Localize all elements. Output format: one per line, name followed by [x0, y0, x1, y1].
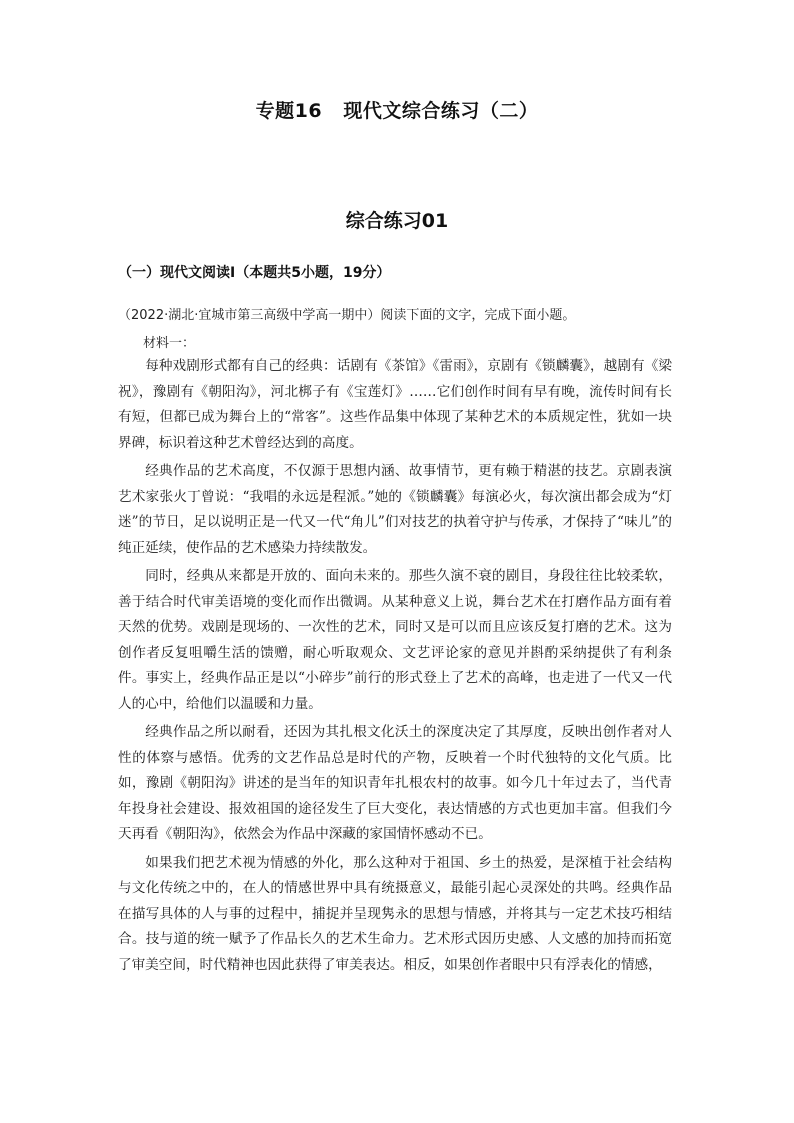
- article-body: [118, 354, 672, 981]
- exercise-subtitle: 综合练习01: [345, 210, 449, 232]
- paragraph: 经典作品之所以耐看，还因为其扎根文化沃土的深度决定了其厚度，反映出创作者对人性的体察与感悟。优秀的文艺作品总是时代的产物，反映着一个时代独特的文化气质。比如，豫剧《朝阳沟》讲述的是当年的知识青年扎根农村的故事。如今几十年过去了，当代青年投身社会建设、报效祖国的途径发生了巨大变化，表达情感的方式也更加丰富。但我们今天再看《朝阳沟》，依然会为作品中深藏的家国情怀感动不已。: [118, 724, 672, 842]
- paragraph: 经典作品的艺术高度，不仅源于思想内涵、故事情节，更有赖于精湛的技艺。京剧表演艺术家张火丁曾说：“我唱的永远是程派。”她的《锁麟囊》每演必火，每次演出都会成为“灯迷”的节日，足以说明正是一代又一代“角儿”们对技艺的执着守护与传承，才保持了“味儿”的纯正延续，使作品的艺术感染力持续散发。: [118, 463, 672, 556]
- paragraph: 如果我们把艺术视为情感的外化，那么这种对于祖国、乡土的热爱，是深植于社会结构与文化传统之中的，在人的情感世界中具有统摄意义，最能引起心灵深处的共鸣。经典作品在描写具体的人与事的过程中，捕捉并呈现隽永的思想与情感，并将其与一定艺术技巧相结合。技与道的统一赋予了作品长久的艺术生命力。艺术形式因历史感、人文感的加持而拓宽了审美空间，时代精神也因此获得了审美表达。相反，如果创作者眼中只有浮表化的情感，: [118, 854, 672, 973]
- paragraph: 同时，经典从来都是开放的、面向未来的。那些久演不衰的剧目，身段往往比较柔软，善于结合时代审美语境的变化而作出微调。从某种意义上说，舞台艺术在打磨作品方面有着天然的优势。戏剧是现场的、一次性的艺术，同时又是可以而且应该反复打磨的艺术。这为创作者反复咀嚼生活的馈赠，耐心听取观众、文艺评论家的意见并斟酌采纳提供了有利条件。事实上，经典作品正是以“小碎步”前行的形式登上了艺术的高峰，也走进了一代又一代人的心中，给他们以温暖和力量。: [118, 568, 672, 712]
- document-title: 专题16 现代文综合练习（二）: [255, 100, 539, 122]
- section-heading: （一）现代文阅读Ⅰ（本题共5小题，19分）: [118, 265, 391, 281]
- source-line: （2022·湖北·宜城市第三高级中学高一期中）阅读下面的文字，完成下面小题。: [118, 308, 576, 323]
- paragraph: 每种戏剧形式都有自己的经典：话剧有《茶馆》《雷雨》，京剧有《锁麟囊》，越剧有《梁祝》，豫剧有《朝阳沟》，河北梆子有《宝莲灯》……它们创作时间有早有晚，流传时间有长有短，但都已成为舞台上的“常客”。这些作品集中体现了某种艺术的本质规定性，犹如一块界碑，标识着这种艺术曾经达到的高度。: [118, 358, 672, 451]
- material-label: 材料一：: [143, 336, 196, 351]
